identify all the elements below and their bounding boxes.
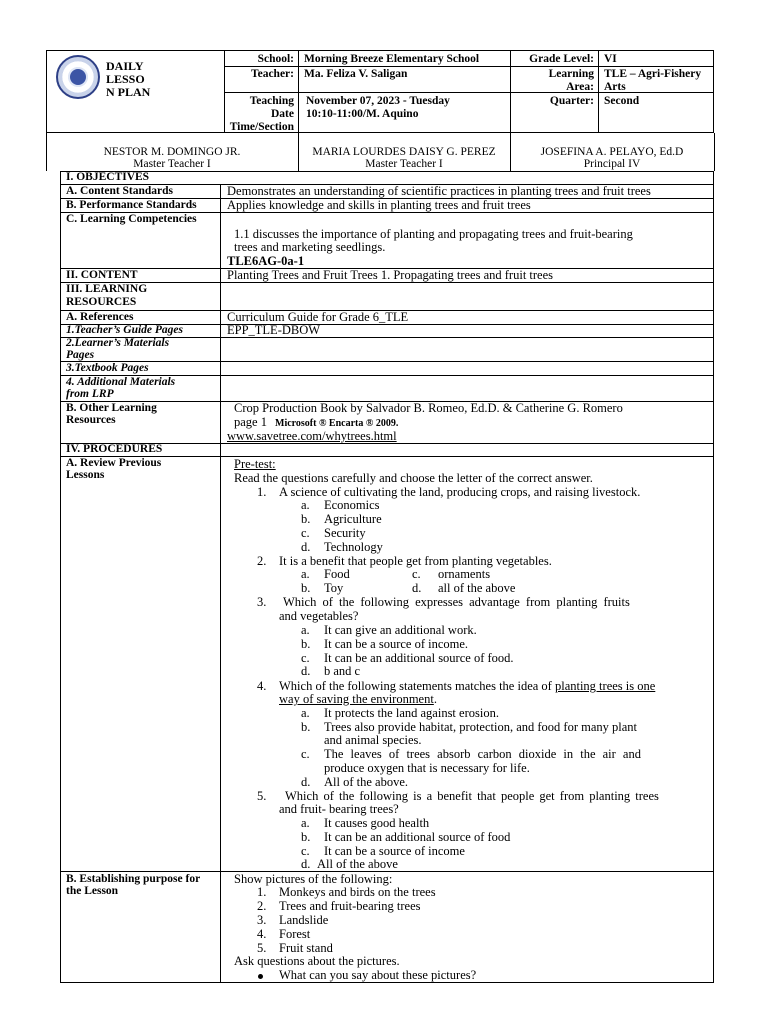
grade-value: VI	[604, 53, 617, 65]
establish-item-2: Trees and fruit-bearing trees	[279, 899, 421, 913]
q2-opt-a: Food	[324, 567, 350, 581]
q4-opt-c-letter: c.	[301, 747, 310, 761]
q2-opt-c: ornaments	[438, 567, 491, 581]
teachers-guide-text: EPP_TLE-DBOW	[227, 323, 321, 337]
q5-opt-d-letter: d.	[301, 857, 311, 871]
q3-opt-d-letter: d.	[301, 664, 311, 678]
q2-text: It is a benefit that people get from planting vegetables.	[279, 554, 552, 568]
q4-opt-d-letter: d.	[301, 775, 311, 789]
establish-item-3: Landslide	[279, 913, 329, 927]
q3-text-2: and vegetables?	[279, 609, 359, 623]
q2-opt-a-letter: a.	[301, 567, 310, 581]
review-lessons-label-2: Lessons	[66, 469, 105, 481]
establish-bullet-text: What can you say about these pictures?	[279, 968, 477, 982]
q2-number: 2.	[257, 554, 267, 568]
q1-opt-c-letter: c.	[301, 526, 310, 540]
q1-opt-b: Agriculture	[324, 512, 382, 526]
q4-opt-a-letter: a.	[301, 706, 310, 720]
additional-materials-label-2: from LRP	[66, 388, 114, 400]
doc-title-line3: N PLAN	[106, 85, 151, 99]
q5-opt-b-letter: b.	[301, 830, 311, 844]
q5-opt-c: It can be a source of income	[324, 844, 465, 858]
q4-text-underlined-2: way of saving the environment	[279, 692, 434, 706]
establish-item-1-num: 1.	[257, 885, 267, 899]
signatory-2-name: MARIA LOURDES DAISY G. PEREZ	[312, 146, 496, 158]
quarter-value: Second	[604, 95, 640, 107]
q2-opt-b-letter: b.	[301, 581, 311, 595]
competency-code: TLE6AG-0a-1	[227, 254, 305, 268]
q4-opt-b-cont: and animal species.	[324, 733, 422, 747]
establish-purpose-label-2: the Lesson	[66, 885, 119, 897]
performance-standards-text: Applies knowledge and skills in planting trees and fruit trees	[227, 198, 531, 212]
review-lessons-label-1: A. Review Previous	[66, 457, 162, 469]
doc-title-line1: DAILY	[106, 59, 144, 73]
q4-text-post: .	[433, 692, 437, 706]
q3-opt-a-letter: a.	[301, 623, 310, 637]
teaching-label-2: Date	[271, 108, 294, 120]
establish-purpose-label-1: B. Establishing purpose for	[66, 873, 201, 885]
establish-item-5-num: 5.	[257, 941, 267, 955]
learning-area-label-1: Learning	[548, 68, 594, 80]
q5-opt-c-letter: c.	[301, 844, 310, 858]
q4-opt-b: Trees also provide habitat, protection, and food for many plant	[324, 720, 638, 734]
q1-opt-a: Economics	[324, 498, 380, 512]
establish-item-2-num: 2.	[257, 899, 267, 913]
school-value: Morning Breeze Elementary School	[304, 53, 480, 65]
q4-number: 4.	[257, 679, 267, 693]
establish-intro: Show pictures of the following:	[234, 872, 393, 886]
establish-item-4-num: 4.	[257, 927, 267, 941]
q5-opt-d: All of the above	[317, 857, 398, 871]
references-label: A. References	[66, 311, 134, 323]
signatory-2-title: Master Teacher I	[365, 158, 443, 170]
q5-opt-b: It can be an additional source of food	[324, 830, 511, 844]
content-text: Planting Trees and Fruit Trees 1. Propagating trees and fruit trees	[227, 268, 554, 282]
performance-standards-label: B. Performance Standards	[66, 199, 197, 211]
q2-opt-d: all of the above	[438, 581, 516, 595]
teacher-value: Ma. Feliza V. Saligan	[304, 68, 408, 80]
q4-opt-c: The leaves of trees absorb carbon dioxide in the air and	[324, 747, 641, 761]
teaching-label-3: Time/Section	[229, 121, 294, 133]
learning-resources-label-2: RESOURCES	[66, 296, 137, 308]
q3-opt-b-letter: b.	[301, 637, 311, 651]
q3-opt-c: It can be an additional source of food.	[324, 651, 514, 665]
signatory-1-title: Master Teacher I	[133, 158, 211, 170]
learning-area-label-2: Area:	[566, 81, 594, 93]
q4-text-2	[279, 693, 437, 706]
q3-opt-b: It can be a source of income.	[324, 637, 469, 651]
q3-opt-a: It can give an additional work.	[324, 623, 477, 637]
teaching-time: 10:10-11:00/M. Aquino	[306, 108, 419, 120]
q5-opt-a-letter: a.	[301, 816, 310, 830]
bullet-icon	[258, 974, 263, 979]
q1-opt-c: Security	[324, 526, 366, 540]
establish-ask: Ask questions about the pictures.	[234, 954, 400, 968]
doc-title-line2: LESSO	[106, 72, 145, 86]
q3-opt-c-letter: c.	[301, 651, 310, 665]
q3-text-1: Which of the following expresses advantage from planting fruits	[283, 595, 630, 609]
content-standards-text: Demonstrates an understanding of scientific practices in planting trees and fruit trees	[227, 184, 651, 198]
learning-area-value-2: Arts	[604, 81, 626, 93]
learning-area-value-1: TLE – Agri-Fishery	[604, 68, 702, 80]
other-resources-label-1: B. Other Learning	[66, 402, 157, 414]
q1-text: A science of cultivating the land, producing crops, and raising livestock.	[279, 485, 641, 499]
q4-opt-a: It protects the land against erosion.	[324, 706, 499, 720]
q2-opt-d-letter: d.	[412, 581, 422, 595]
q2-opt-c-letter: c.	[412, 567, 421, 581]
signatory-3-title: Principal IV	[583, 158, 641, 170]
learners-materials-label-1: 2.Learner’s Materials	[66, 337, 170, 349]
competency-text-1: 1.1 discusses the importance of planting and propagating trees and fruit-bearing	[234, 227, 633, 241]
q2-opt-b: Toy	[324, 581, 344, 595]
grade-label: Grade Level:	[529, 53, 594, 65]
other-resources-label-2: Resources	[66, 414, 116, 426]
additional-materials-label-1: 4. Additional Materials	[66, 376, 176, 388]
learning-competencies-label: C. Learning Competencies	[66, 213, 197, 225]
quarter-label: Quarter:	[549, 95, 594, 107]
procedures-heading: IV. PROCEDURES	[66, 443, 163, 455]
pretest-instruction: Read the questions carefully and choose the letter of the correct answer.	[234, 471, 593, 485]
q5-text-1: Which of the following is a benefit that people get from planting trees	[285, 789, 659, 803]
q1-number: 1.	[257, 485, 267, 499]
establish-item-3-num: 3.	[257, 913, 267, 927]
q1-opt-a-letter: a.	[301, 498, 310, 512]
q4-opt-d: All of the above.	[324, 775, 409, 789]
other-resources-text: Crop Production Book by Salvador B. Romeo, Ed.D. & Catherine G. Romero	[234, 401, 623, 415]
learners-materials-label-2: Pages	[66, 349, 95, 361]
competency-text-2: trees and marketing seedlings.	[234, 240, 386, 254]
signatory-1-name: NESTOR M. DOMINGO JR.	[103, 146, 241, 158]
teaching-date: November 07, 2023 - Tuesday	[306, 95, 450, 107]
q1-opt-d: Technology	[324, 540, 383, 554]
content-standards-label: A. Content Standards	[66, 185, 174, 197]
objectives-heading: I. OBJECTIVES	[66, 171, 150, 183]
textbook-pages-label: 3.Textbook Pages	[66, 362, 149, 374]
teacher-label: Teacher:	[250, 68, 294, 80]
content-label: II. CONTENT	[66, 269, 138, 281]
q5-opt-a: It causes good health	[324, 816, 430, 830]
q5-text-2: and fruit- bearing trees?	[279, 802, 399, 816]
q4-opt-c-cont: produce oxygen that is necessary for life.	[324, 761, 530, 775]
q3-number: 3.	[257, 595, 267, 609]
savetree-link[interactable]: www.savetree.com/whytrees.html	[227, 429, 397, 443]
establish-item-5: Fruit stand	[279, 941, 333, 955]
teachers-guide-label: 1.Teacher’s Guide Pages	[66, 324, 184, 336]
q4-text-underlined: planting trees is one	[554, 679, 656, 693]
signatory-3-name: JOSEFINA A. PELAYO, Ed.D	[540, 146, 684, 158]
q4-opt-b-letter: b.	[301, 720, 311, 734]
teaching-label-1: Teaching	[249, 95, 294, 107]
deped-seal-icon	[56, 55, 100, 99]
learning-resources-label-1: III. LEARNING	[66, 283, 148, 295]
q3-opt-d: b and c	[324, 664, 361, 678]
q1-opt-b-letter: b.	[301, 512, 311, 526]
establish-item-4: Forest	[279, 927, 311, 941]
pretest-title: Pre-test:	[234, 457, 276, 471]
establish-item-1: Monkeys and birds on the trees	[279, 885, 436, 899]
other-resources-encarta: Microsoft ® Encarta ® 2009.	[275, 418, 399, 429]
q5-number: 5.	[257, 789, 267, 803]
q4-text-pre: Which of the following statements matches the idea of	[279, 679, 555, 693]
other-resources-page: page 1	[234, 415, 267, 429]
q1-opt-d-letter: d.	[301, 540, 311, 554]
school-label: School:	[257, 53, 294, 65]
references-text: Curriculum Guide for Grade 6_TLE	[227, 310, 409, 324]
